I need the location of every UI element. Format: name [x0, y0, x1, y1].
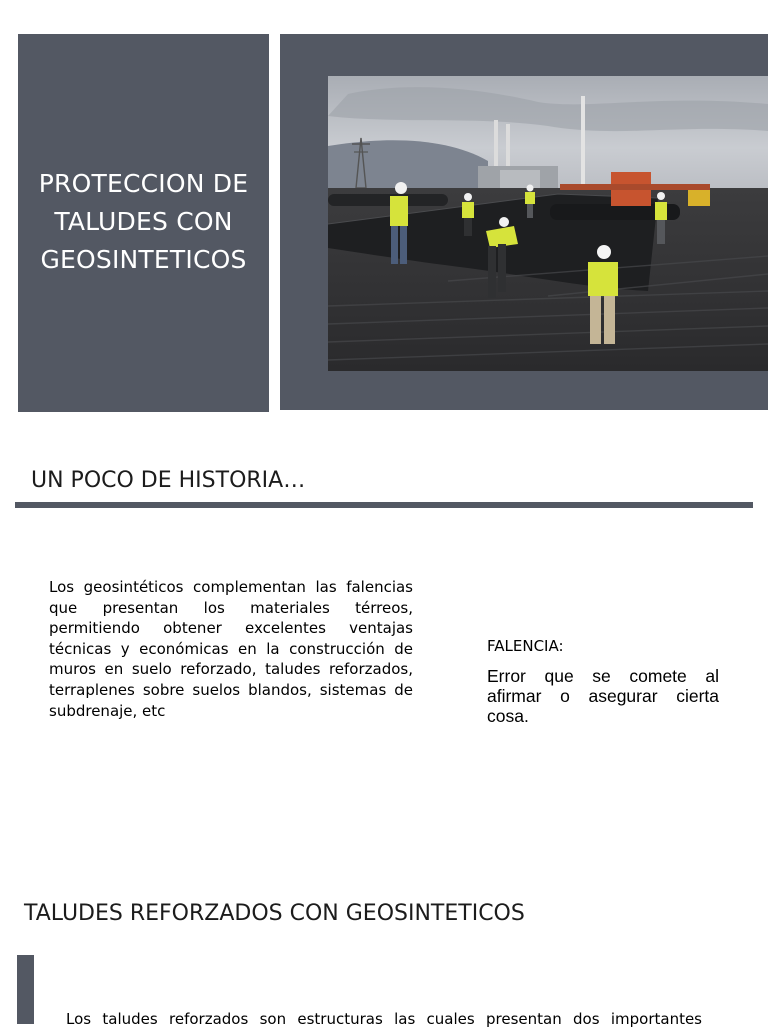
- definition-text: Error que se comete al afirmar o asegurar cierta cosa.: [487, 666, 719, 726]
- section-divider: [15, 502, 753, 508]
- reinforced-slopes-body: Los taludes reforzados son estructuras las cuales presentan dos importantes: [66, 1010, 702, 1028]
- history-body: Los geosintéticos complementan las falencias que presentan los materiales térreos, permitiendo obtener excelentes ventajas técnicas y económicas en la construcción de muros en suelo reforzado, taludes reforzados, terraplenes sobre suelos blandos, sistemas de subdrenaje, etc: [49, 578, 413, 720]
- definition-term: FALENCIA:: [487, 637, 564, 655]
- photo-panel: [280, 34, 768, 410]
- accent-bar: [17, 955, 34, 1024]
- history-heading: UN POCO DE HISTORIA…: [31, 468, 306, 493]
- cover-photo: [328, 76, 768, 371]
- reinforced-slopes-heading: TALUDES REFORZADOS CON GEOSINTETICOS: [24, 901, 525, 926]
- geomembrane-photo: [328, 76, 768, 371]
- cover-title: PROTECCION DE TALUDES CON GEOSINTETICOS: [38, 169, 249, 274]
- title-panel: [18, 34, 269, 412]
